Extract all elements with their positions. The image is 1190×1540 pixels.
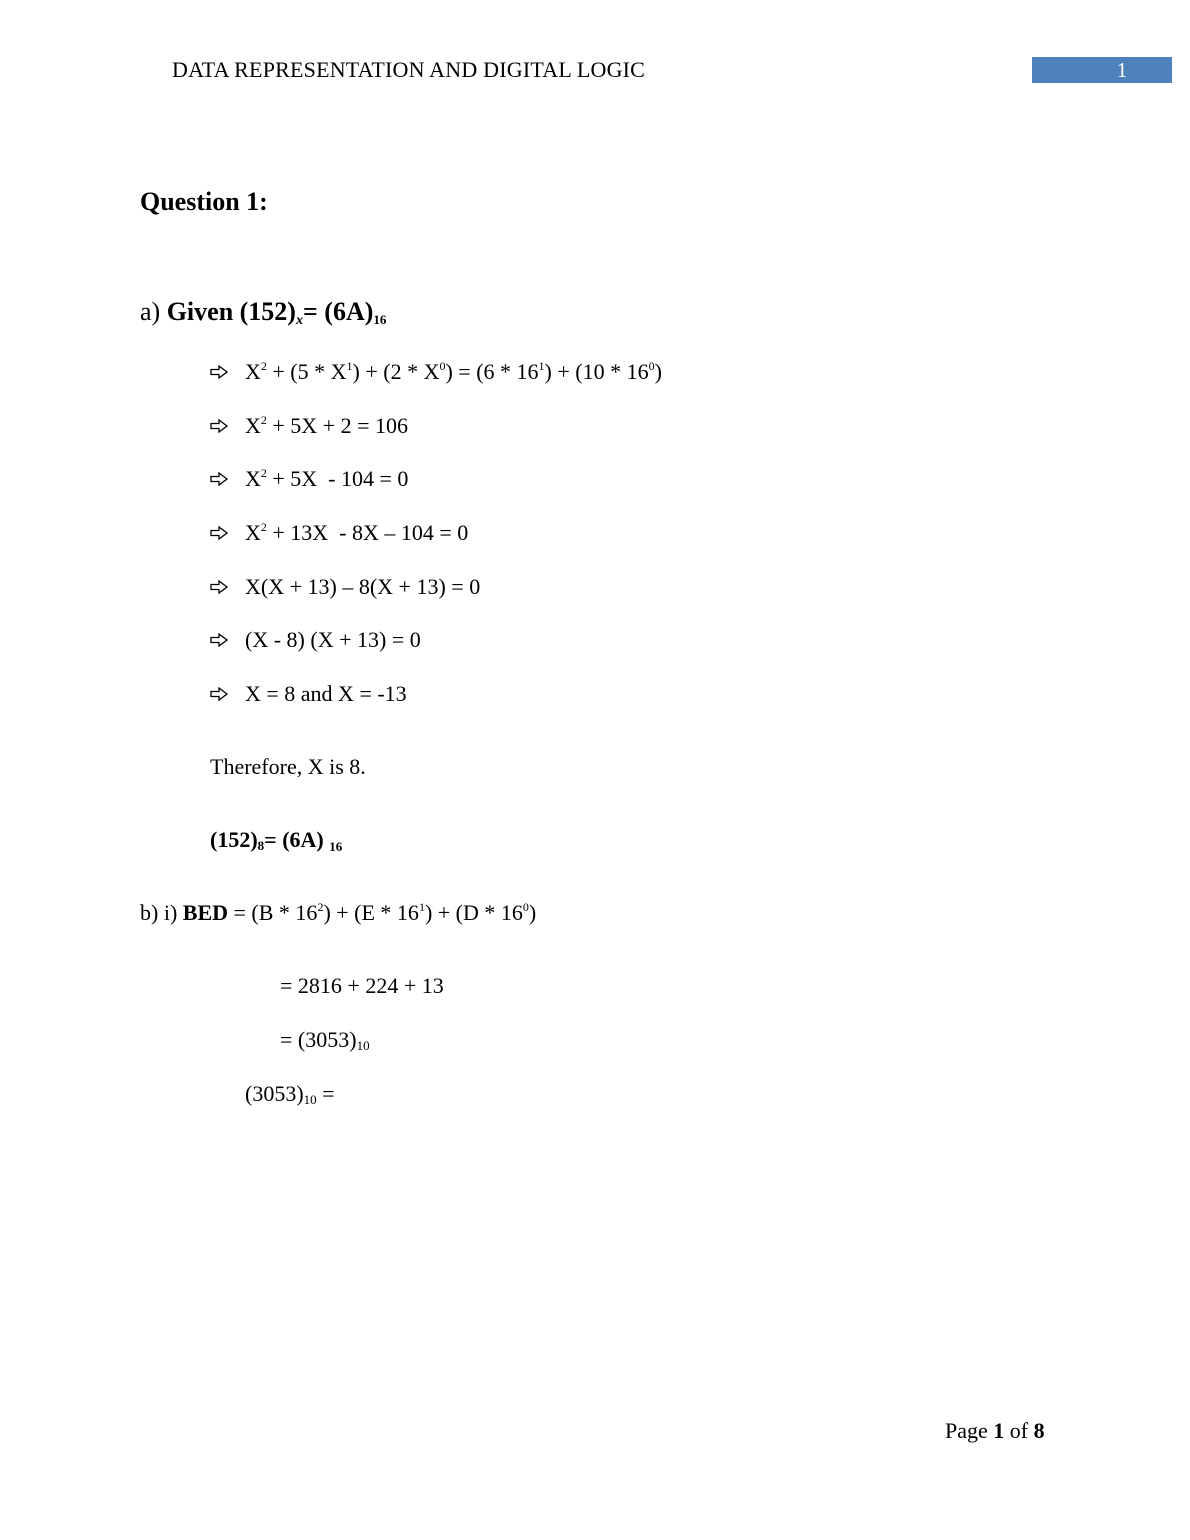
footer-page-indicator xyxy=(945,1418,1045,1444)
step-2 xyxy=(210,413,408,439)
conversion-suffix: = xyxy=(316,1081,335,1106)
part-a-heading xyxy=(140,297,386,329)
step-7-text: X = 8 and X = -13 xyxy=(245,681,407,706)
part-b-conversion-line xyxy=(245,1081,335,1108)
part-a-label: a) xyxy=(140,297,161,326)
question-heading: Question 1: xyxy=(140,187,268,216)
result-left: (152) xyxy=(210,827,258,852)
step-2-text: $X^2 + 5X + 2 = 106$ xyxy=(245,413,408,438)
step-5 xyxy=(210,574,480,600)
step-3 xyxy=(210,466,408,492)
step-1-text: $X^2 + (5 * X^1) + (2 * X^0) = (6 * 16^1) + (10 * 16^0)$ xyxy=(245,359,662,384)
step-3-text: $X^2 + 5X - 104 = 0$ xyxy=(245,466,409,491)
step-7 xyxy=(210,681,407,707)
part-a-result xyxy=(210,827,342,855)
conversion-base: 10 xyxy=(303,1092,317,1107)
step-6 xyxy=(210,627,421,653)
result-right: = (6A) xyxy=(264,827,324,852)
therefore-text: Therefore, X is 8. xyxy=(210,754,366,779)
part-b-label: b) i) xyxy=(140,900,178,925)
step-6-text: (X - 8) (X + 13) = 0 xyxy=(245,627,421,652)
decimal-base: 10 xyxy=(356,1038,370,1053)
part-b-term: BED xyxy=(182,900,229,925)
arrow-right-outline-icon xyxy=(210,419,228,433)
part-b-decimal-line xyxy=(280,1027,370,1054)
header-page-number-badge: 1 xyxy=(1032,57,1172,83)
footer-of-word: of xyxy=(1009,1418,1029,1443)
step-4-text: $X^2 + 13X - 8X - 104 = 0$ xyxy=(245,520,469,545)
footer-page-word: Page xyxy=(945,1418,988,1443)
part-b-line: b) i) BED = $(B * 16^2) + (E * 16^1) + (D * 16^0)$ xyxy=(140,900,537,925)
running-header-title: DATA REPRESENTATION AND DIGITAL LOGIC xyxy=(172,57,646,82)
part-b-sum-line: = 2816 + 224 + 13 xyxy=(280,973,444,998)
arrow-right-outline-icon xyxy=(210,580,228,594)
part-a-given-equals: = (6A) xyxy=(302,297,374,326)
step-1 xyxy=(210,359,662,385)
part-a-given: Given (152) xyxy=(166,297,296,326)
result-right-base: 16 xyxy=(329,839,343,854)
decimal-prefix: = (3053) xyxy=(280,1027,357,1052)
result-left-base: 8 xyxy=(257,838,265,853)
footer-current-page: 1 xyxy=(993,1418,1005,1443)
arrow-right-outline-icon xyxy=(210,526,228,540)
arrow-right-outline-icon xyxy=(210,365,228,379)
part-a-given-base-x: x xyxy=(295,313,303,328)
step-5-text: X(X + 13) – 8(X + 13) = 0 xyxy=(245,574,481,599)
part-a-given-base-16: 16 xyxy=(373,312,387,327)
conversion-prefix: (3053) xyxy=(245,1081,304,1106)
footer-total-pages: 8 xyxy=(1033,1418,1045,1443)
arrow-right-outline-icon xyxy=(210,472,228,486)
arrow-right-outline-icon xyxy=(210,633,228,647)
step-4 xyxy=(210,520,468,546)
arrow-right-outline-icon xyxy=(210,687,228,701)
